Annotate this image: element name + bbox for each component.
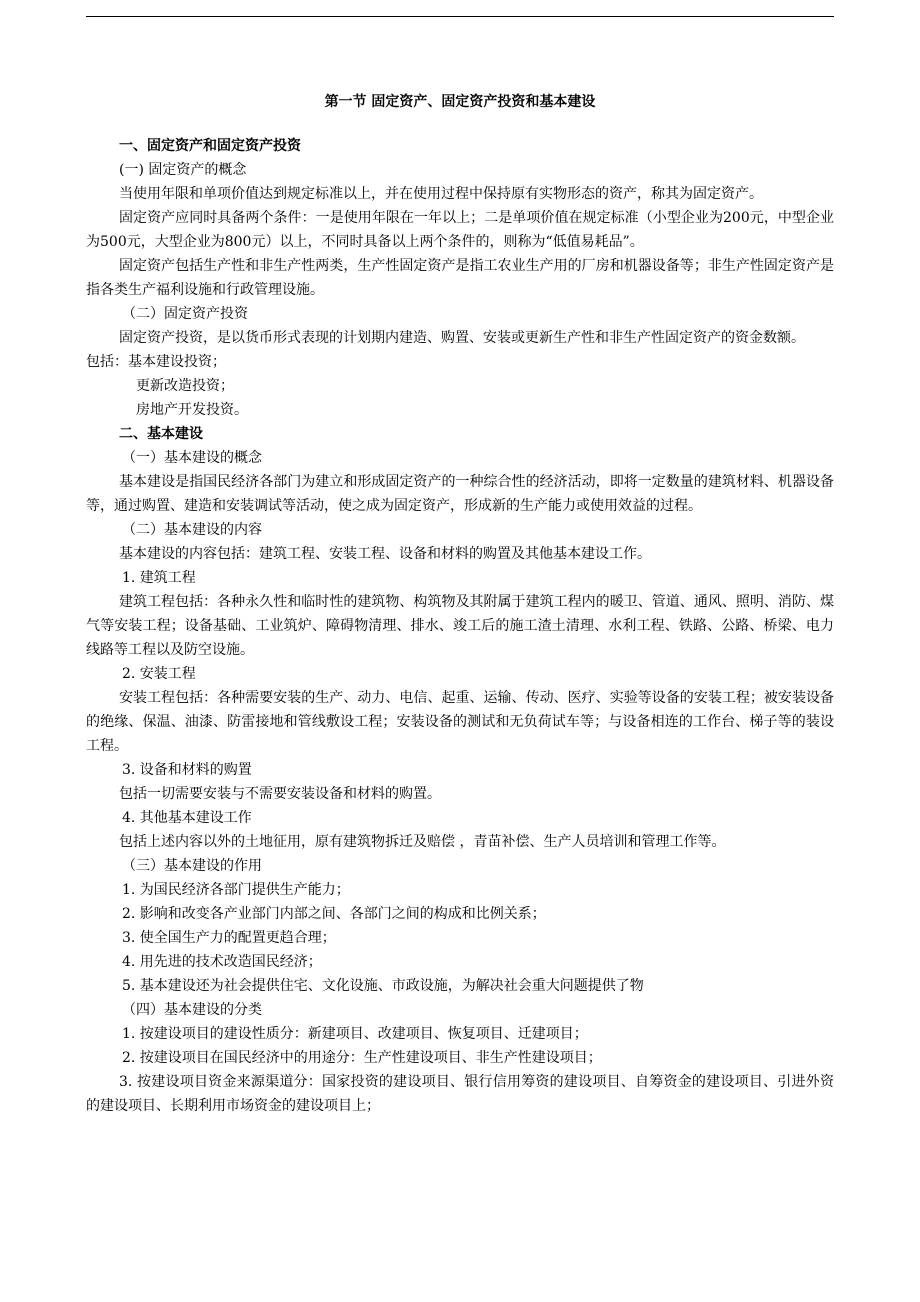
paragraph: 包括上述内容以外的土地征用，原有建筑物拆迁及赔偿 ，青苗补偿、生产人员培训和管理工作等。 [119, 834, 726, 850]
paragraph: （四）基本建设的分类 [122, 1002, 262, 1018]
section-title: 第一节 固定资产、固定资产投资和基本建设 [324, 94, 596, 110]
paragraph: 安装工程包括：各种需要安装的生产、动力、电信、起重、运输、传动、医疗、实验等设备的安装工程；被安装设备的绝缘、保温、油漆、防雷接地和管线敷设工程；安装设备的测试和无负荷试车等；与设备相连的工作台、梯子等的装设工程。 [86, 690, 834, 754]
paragraph: 2. 按建设项目在国民经济中的用途分：生产性建设项目、非生产性建设项目； [122, 1050, 602, 1066]
section-heading: 二、基本建设 [119, 426, 203, 442]
paragraph: 基本建设是指国民经济各部门为建立和形成固定资产的一种综合性的经济活动，即将一定数量的建筑材料、机器设备等，通过购置、建造和安装调试等活动，使之成为固定资产，形成新的生产能力或使用效益的过程。 [86, 474, 834, 514]
paragraph: 4. 其他基本建设工作 [122, 810, 252, 826]
document-body [86, 134, 834, 1118]
paragraph: 房地产开发投资。 [136, 402, 248, 418]
paragraph: 固定资产包括生产性和非生产性两类，生产性固定资产是指工农业生产用的厂房和机器设备等；非生产性固定资产是指各类生产福利设施和行政管理设施。 [86, 258, 834, 298]
paragraph: 3. 按建设项目资金来源渠道分：国家投资的建设项目、银行信用筹资的建设项目、自筹资金的建设项目、引进外资的建设项目、长期利用市场资金的建设项目上； [86, 1074, 834, 1114]
section-heading: 一、固定资产和固定资产投资 [119, 138, 301, 154]
paragraph: 1. 按建设项目的建设性质分：新建项目、改建项目、恢复项目、迁建项目； [122, 1026, 588, 1042]
paragraph: （二）固定资产投资 [122, 306, 248, 322]
header-rule [86, 16, 834, 17]
paragraph: 3. 设备和材料的购置 [122, 762, 252, 778]
paragraph: 当使用年限和单项价值达到规定标准以上，并在使用过程中保持原有实物形态的资产，称其为固定资产。 [119, 186, 763, 202]
paragraph: 基本建设的内容包括：建筑工程、安装工程、设备和材料的购置及其他基本建设工作。 [119, 546, 651, 562]
paragraph: 包括：基本建设投资； [86, 354, 226, 370]
paragraph: （三）基本建设的作用 [122, 858, 262, 874]
paragraph: 更新改造投资； [136, 378, 234, 394]
paragraph: 1. 为国民经济各部门提供生产能力； [122, 882, 350, 898]
paragraph: (一) 固定资产的概念 [119, 162, 247, 178]
paragraph: 1. 建筑工程 [122, 570, 196, 586]
paragraph: （一）基本建设的概念 [122, 450, 262, 466]
paragraph: 包括一切需要安装与不需要安装设备和材料的购置。 [119, 786, 441, 802]
paragraph: 建筑工程包括：各种永久性和临时性的建筑物、构筑物及其附属于建筑工程内的暖卫、管道、通风、照明、消防、煤气等安装工程；设备基础、工业筑炉、障碍物清理、排水、竣工后的施工渣土清理、水利工程、铁路、公路、桥梁、电力线路等工程以及防空设施。 [86, 594, 834, 658]
paragraph: 2. 安装工程 [122, 666, 196, 682]
paragraph: 4. 用先进的技术改造国民经济； [122, 954, 322, 970]
paragraph: （二）基本建设的内容 [122, 522, 262, 538]
paragraph: 固定资产投资，是以货币形式表现的计划期内建造、购置、安装或更新生产性和非生产性固定资产的资金数额。 [119, 330, 805, 346]
paragraph: 3. 使全国生产力的配置更趋合理； [122, 930, 336, 946]
paragraph: 固定资产应同时具备两个条件：一是使用年限在一年以上；二是单项价值在规定标准（小型企业为200元，中型企业为500元，大型企业为800元）以上，不同时具备以上两个条件的，则称为“低值易耗品”。 [86, 210, 834, 250]
paragraph: 5. 基本建设还为社会提供住宅、文化设施、市政设施，为解决社会重大问题提供了物 [122, 978, 644, 994]
paragraph: 2. 影响和改变各产业部门内部之间、各部门之间的构成和比例关系； [122, 906, 546, 922]
